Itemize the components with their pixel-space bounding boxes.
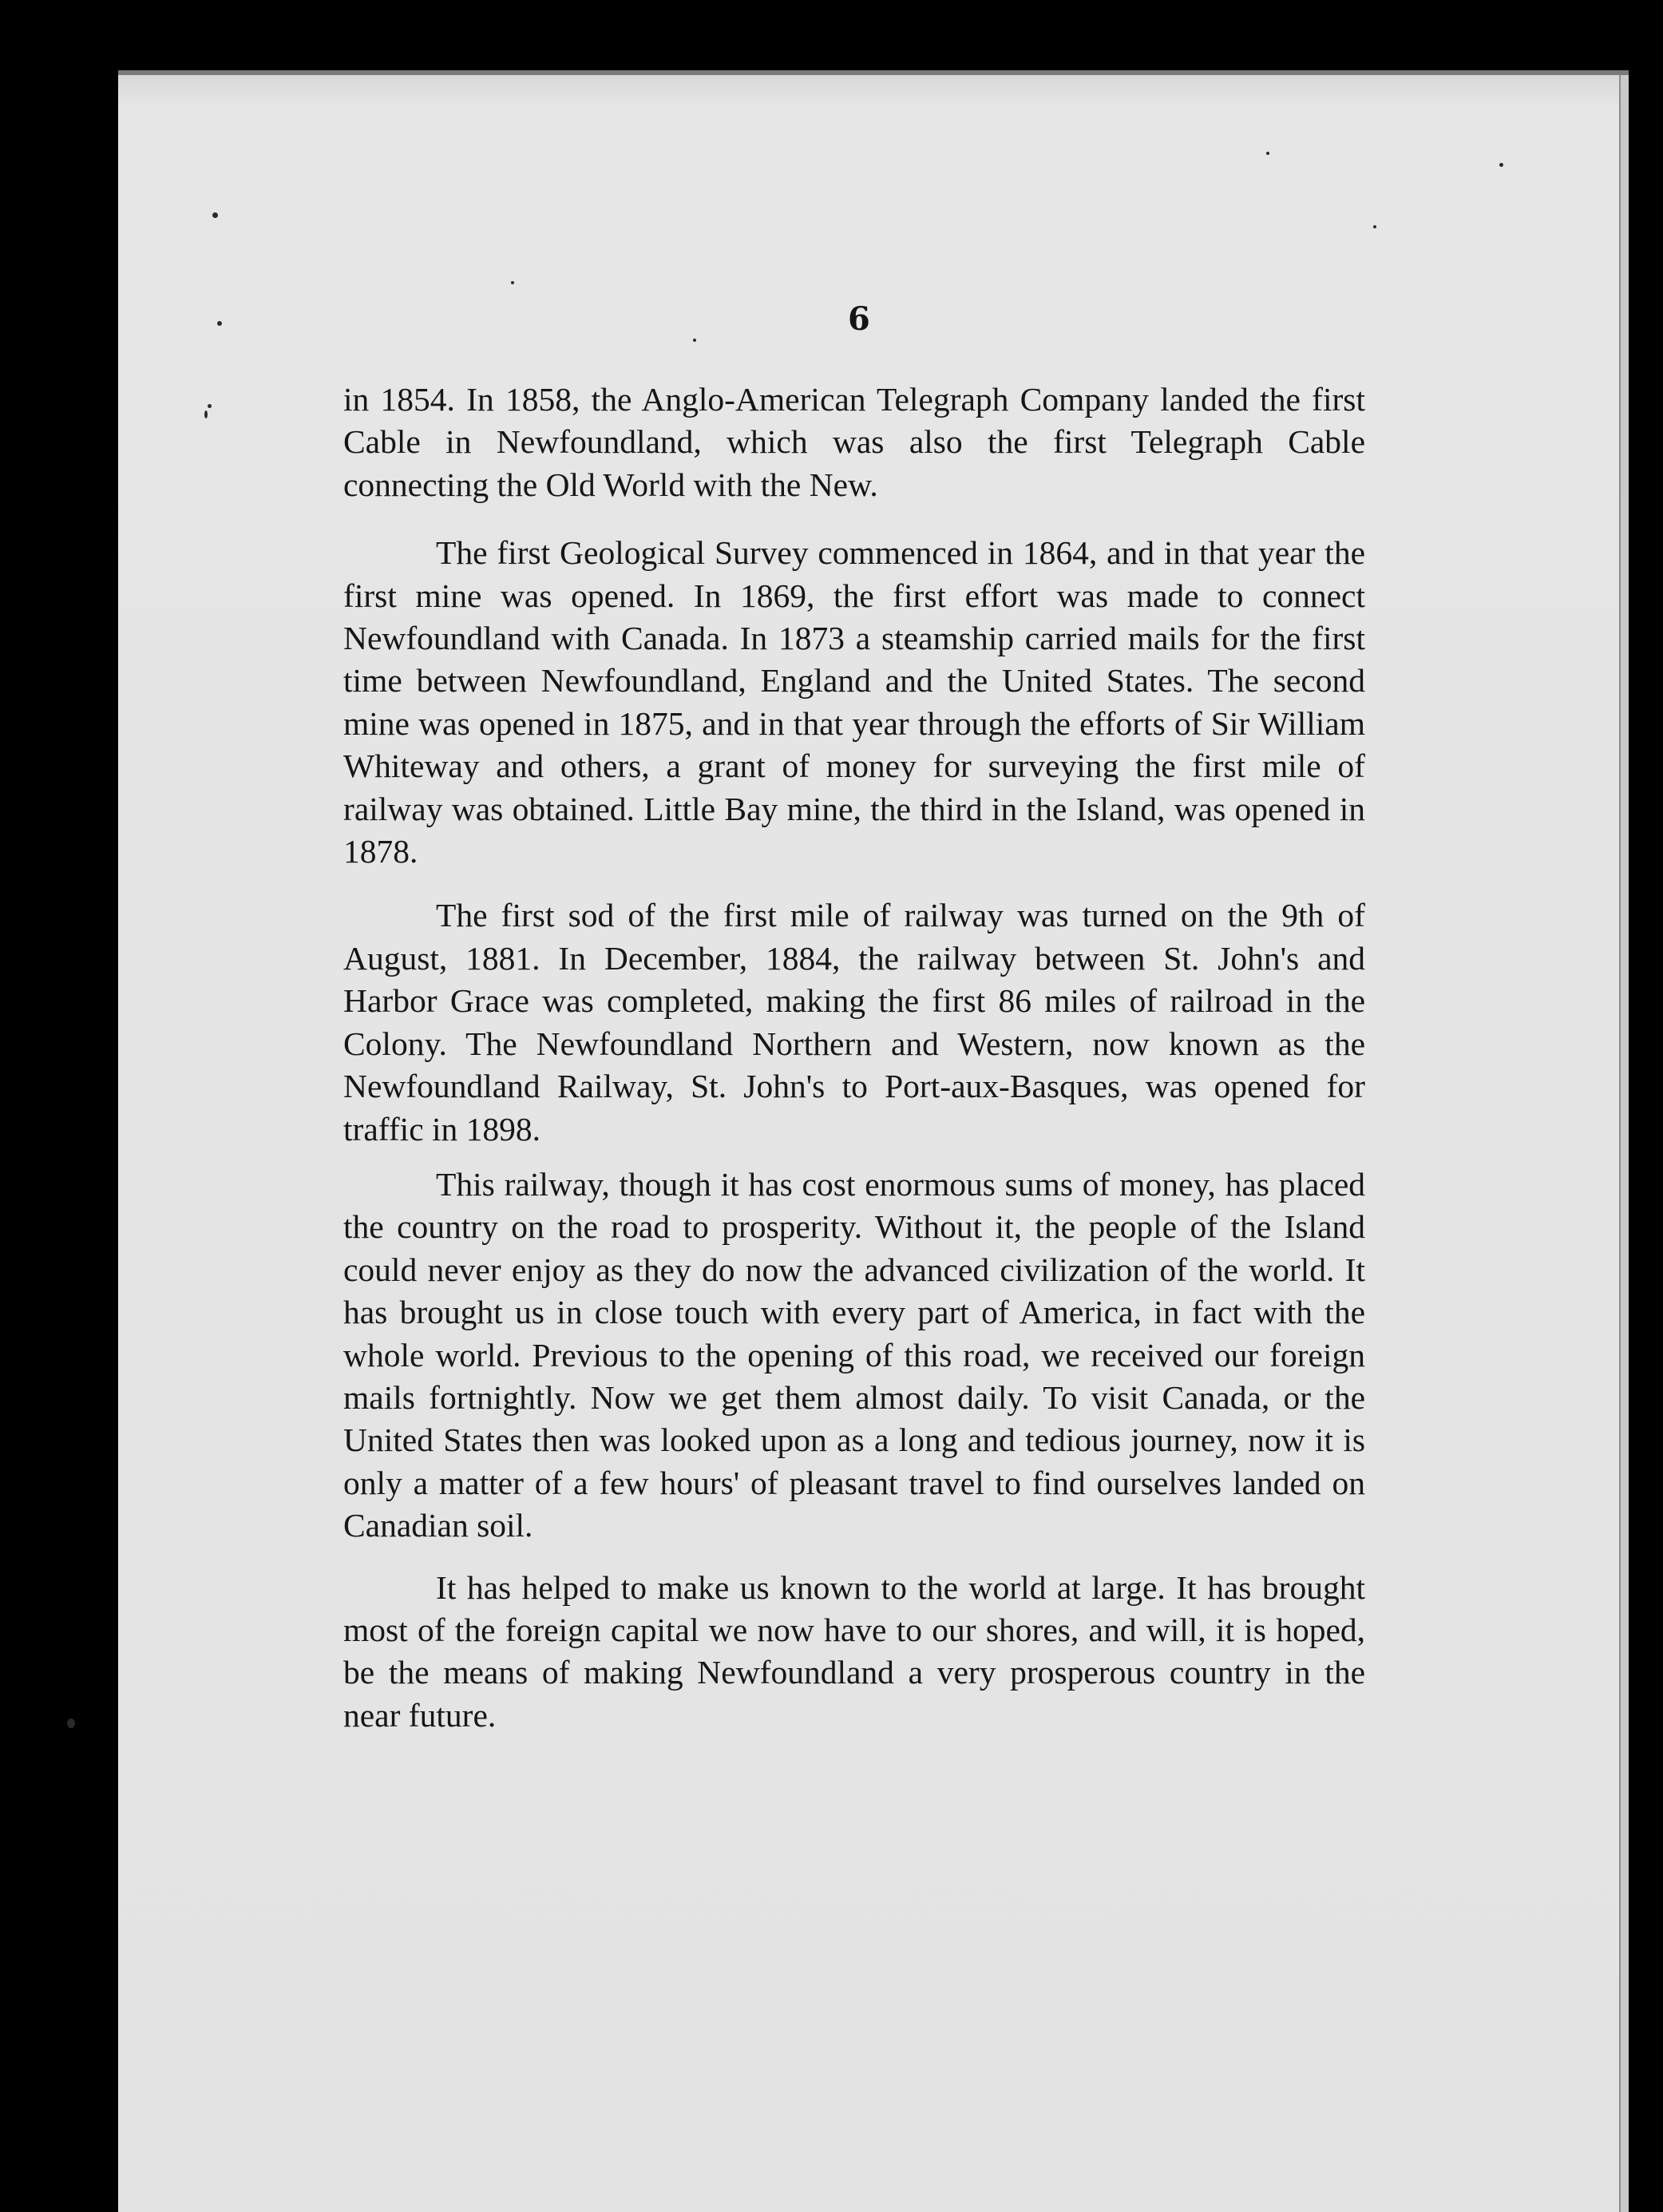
scan-speck bbox=[67, 1718, 75, 1728]
paragraph-first-railway: The first sod of the first mile of railway was turned on the 9th of August, 1881. In December, 1884, the railway between St. John's and Harbor Grace was completed, making the first 86 miles of railroad in the Colony. The Newfoundland Northern and Western, now known as the Newfoundland Railway, St. John's to Port-aux-Basques, was opened for traffic in 1898. bbox=[343, 897, 1365, 1148]
paragraph-geological-survey: The first Geological Survey commenced in 1864, and in that year the first mine was opened. In 1869, the first effort was made to connect Newfoundland with Canada. In 1873 a steamship carried mails for the first time between Newfoundland, England and the United States. The second mine was opened in 1875, and in that year through the efforts of Sir William Whiteway and others, a grant of money for surveying the first mile of railway was obtained. Little Bay mine, the third in the Island, was opened in 1878. bbox=[343, 534, 1365, 870]
scan-speck bbox=[1373, 225, 1376, 228]
scan-speck bbox=[511, 281, 514, 284]
scan-speck bbox=[1266, 152, 1269, 155]
paragraph-future: It has helped to make us known to the world at large. It has brought most of the foreign capital we now have to our shores, and will, it is hoped, be the means of making Newfoundland a very prosperous country in the near future. bbox=[343, 1568, 1365, 1734]
scan-speck bbox=[1499, 163, 1503, 167]
paragraph-telegraph-cable: in 1854. In 1858, the Anglo-American Telegraph Company landed the first Cable in Newfoundland, which was also the first Telegraph Cable connecting the Old World with the New. bbox=[343, 381, 1365, 503]
page-number: 6 bbox=[848, 300, 870, 338]
scan-speck bbox=[212, 212, 218, 218]
scan-speck bbox=[208, 404, 212, 408]
page-edge-shadow bbox=[1619, 75, 1629, 2212]
scan-speck bbox=[204, 410, 208, 418]
body-text bbox=[343, 379, 1365, 1737]
scan-speck bbox=[217, 321, 222, 326]
paragraph-railway-prosperity: This railway, though it has cost enormous sums of money, has placed the country on the road to prosperity. Without it, the people of the Island could never enjoy as they do now the advanced civilization of the world. It has brought us in close touch with every part of America, in fact with the whole world. Previous to the opening of this road, we received our foreign mails fortnightly. Now we get them almost daily. To visit Canada, or the United States then was looked upon as a long and tedious journey, now it is only a matter of a few hours' of pleasant travel to find ourselves landed on Canadian soil. bbox=[343, 1165, 1365, 1544]
scan-speck bbox=[693, 339, 696, 342]
